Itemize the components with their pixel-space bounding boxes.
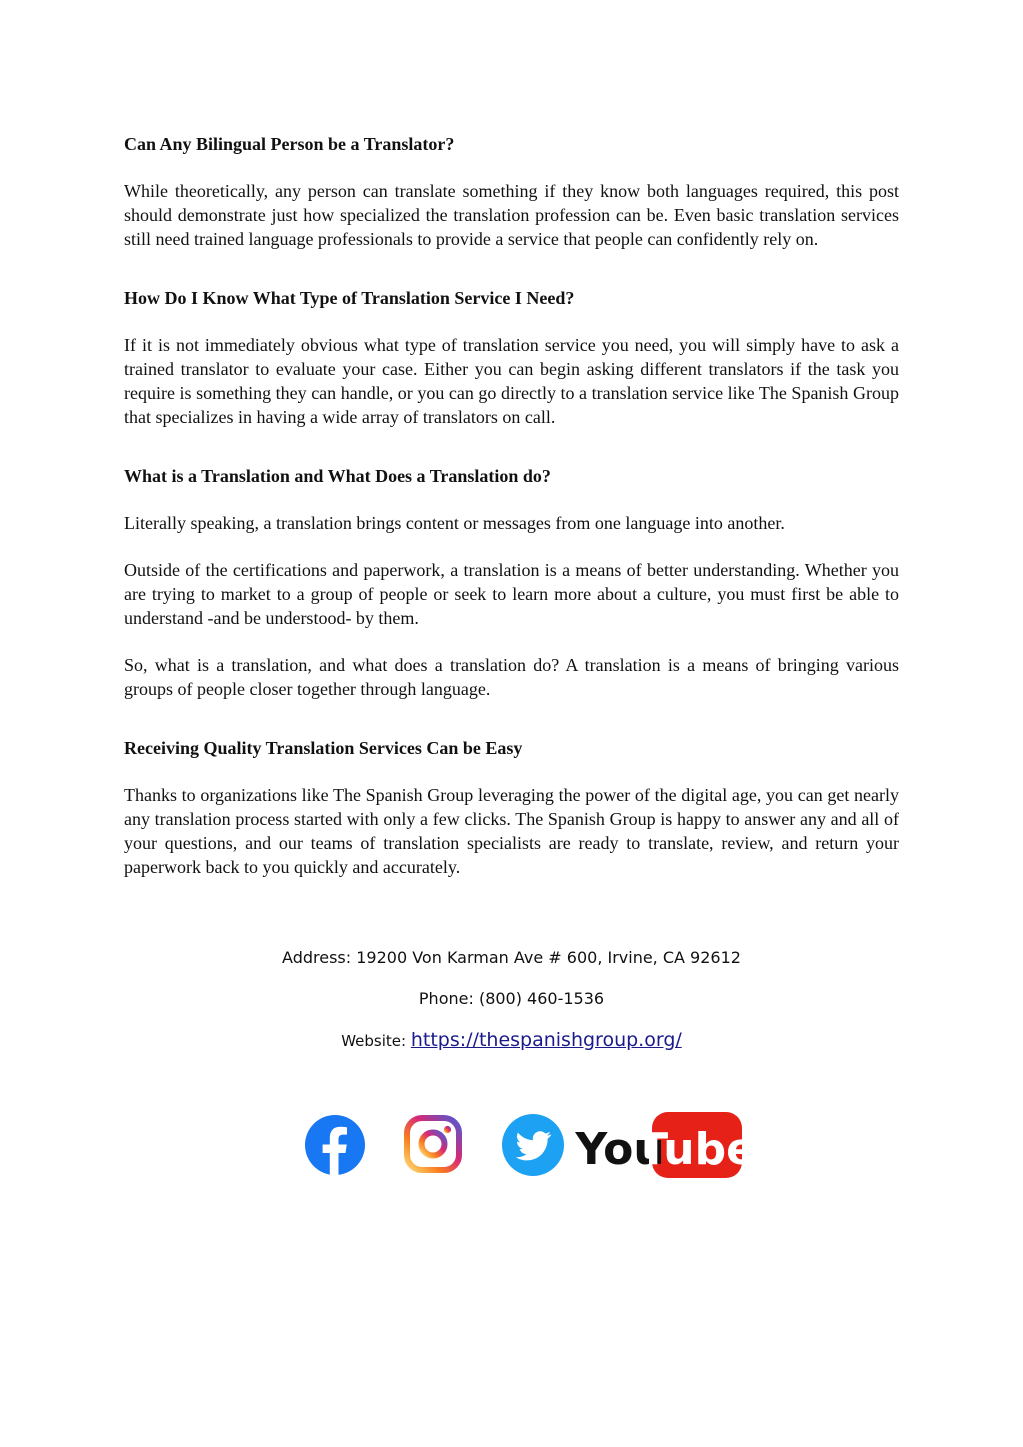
- paragraph: Outside of the certifications and paperwork, a translation is a means of better understanding. Whether you are trying to market to a group of people or seek to learn more about a culture, you must first be able to understand -and be understood- by them.: [124, 560, 899, 628]
- section-heading: What is a Translation and What Does a Translation do?: [124, 466, 551, 486]
- social-icons: [0, 1110, 1023, 1180]
- section-heading: Can Any Bilingual Person be a Translator?: [124, 134, 455, 154]
- section-heading: How Do I Know What Type of Translation Service I Need?: [124, 288, 575, 308]
- website-link[interactable]: https://thespanishgroup.org/: [410, 1029, 682, 1051]
- paragraph: If it is not immediately obvious what type of translation service you need, you will simply have to ask a trained translator to evaluate your case. Either you can begin asking different translators if the task you require is something they can handle, or you can go directly to a translation service like The Spanish Group that specializes in having a wide array of translators on call.: [124, 335, 899, 427]
- contact-website: [0, 1029, 1023, 1051]
- contact-phone: Phone: (800) 460-1536: [418, 989, 605, 1008]
- paragraph: Thanks to organizations like The Spanish Group leveraging the power of the digital age, you can get nearly any translation process started with only a few clicks. The Spanish Group is happy to answer any and all of your questions, and our teams of translation specialists are ready to translate, review, and return your paperwork back to you quickly and accurately.: [124, 785, 899, 877]
- facebook-icon[interactable]: [305, 1115, 365, 1175]
- paragraph: While theoretically, any person can translate something if they know both languages required, this post should demonstrate just how specialized the translation profession can be. Even basic translation services still need trained language professionals to provide a service that people can confidently rely on.: [124, 181, 899, 249]
- paragraph: So, what is a translation, and what does a translation do? A translation is a means of bringing various groups of people closer together through language.: [124, 655, 899, 699]
- youtube-logo[interactable]: [575, 1112, 756, 1178]
- section-heading: Receiving Quality Translation Services Can be Easy: [124, 738, 523, 758]
- paragraph: Literally speaking, a translation brings content or messages from one language into another.: [124, 513, 785, 533]
- youtube-text-you: You: [575, 1124, 665, 1175]
- youtube-text-tube: Tube: [638, 1124, 756, 1175]
- twitter-icon[interactable]: [501, 1114, 565, 1176]
- instagram-icon[interactable]: [404, 1115, 462, 1173]
- article-body: [124, 132, 899, 902]
- contact-address: Address: 19200 Von Karman Ave # 600, Irvine, CA 92612: [282, 948, 741, 967]
- website-label: Website:: [341, 1032, 411, 1050]
